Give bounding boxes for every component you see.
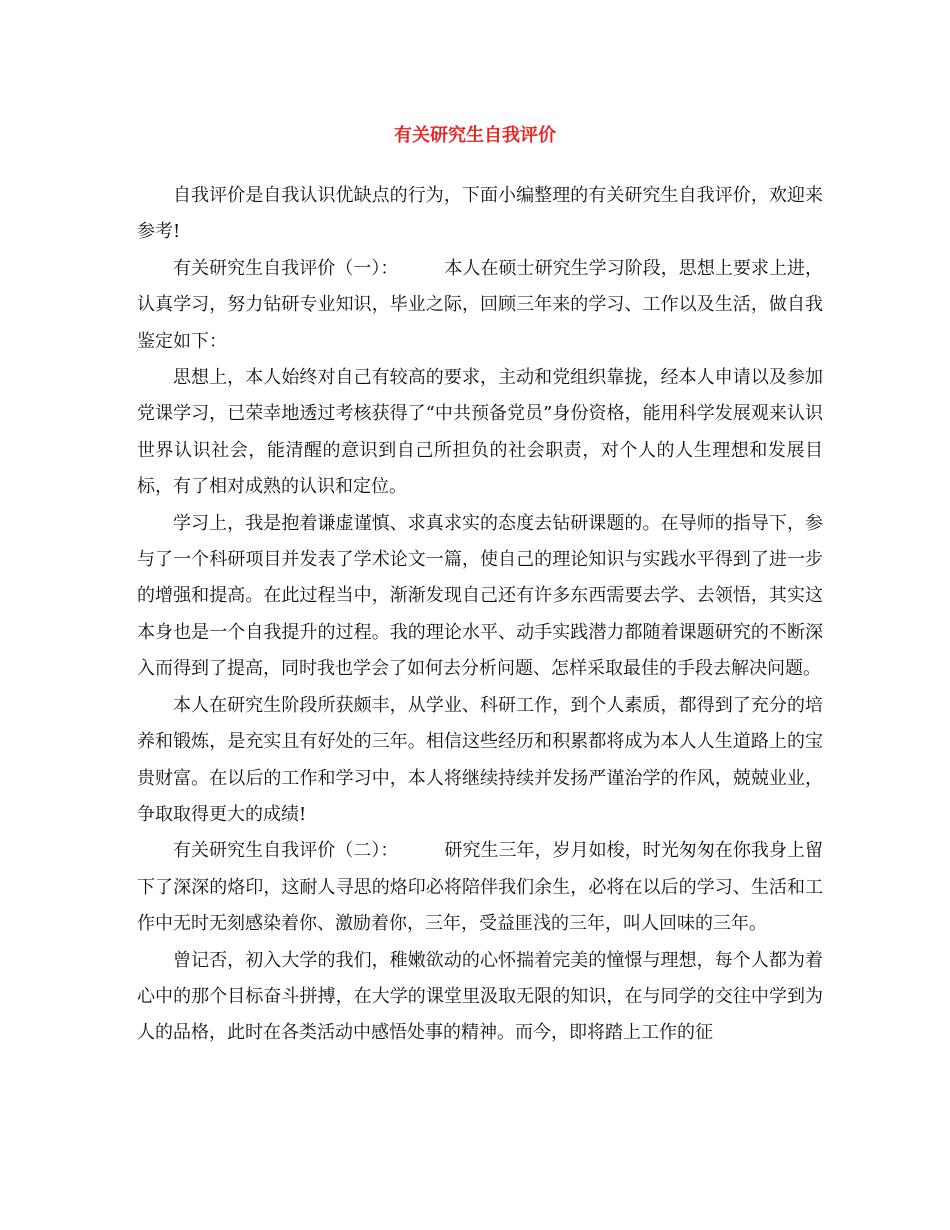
section-1-heading: 有关研究生自我评价（一）：: [173, 257, 399, 279]
document-body: [137, 178, 823, 1052]
section-1-study-paragraph: 学习上，我是抱着谦虚谨慎、求真求实的态度去钻研课题的。在导师的指导下，参与了一个科研项目并发表了学术论文一篇，使自己的理论知识与实践水平得到了进一步的增强和提高。在此过程当中，渐渐发现自己还有许多东西需要去学、去领悟，其实这本身也是一个自我提升的过程。我的理论水平、动手实践潜力都随着课题研究的不断深入而得到了提高，同时我也学会了如何去分析问题、怎样采取最佳的手段去解决问题。: [137, 512, 823, 680]
section-2-memory-paragraph: 曾记否，初入大学的我们，稚嫩欲动的心怀揣着完美的憧憬与理想，每个人都为着心中的那个目标奋斗拼搏，在大学的课堂里汲取无限的知识，在与同学的交往中学到为人的品格，此时在各类活动中感悟处事的精神。而今，即将踏上工作的征: [137, 949, 823, 1044]
section-2-paragraph: [137, 833, 823, 942]
section-2-heading: 有关研究生自我评价（二）：: [173, 840, 399, 862]
document-title: 有关研究生自我评价: [394, 125, 556, 146]
section-1-summary-paragraph: 本人在研究生阶段所获颇丰，从学业、科研工作，到个人素质，都得到了充分的培养和锻炼，是充实且有好处的三年。相信这些经历和积累都将成为本人人生道路上的宝贵财富。在以后的工作和学习中，本人将继续持续并发扬严谨治学的作风，兢兢业业，争取取得更大的成绩!: [137, 694, 823, 825]
intro-paragraph: 自我评价是自我认识优缺点的行为，下面小编整理的有关研究生自我评价，欢迎来参考!: [137, 185, 823, 243]
section-1-thought-paragraph: 思想上，本人始终对自己有较高的要求，主动和党组织靠拢，经本人申请以及参加党课学习，已荣幸地透过考核获得了“中共预备党员”身份资格，能用科学发展观来认识世界认识社会，能清醒的意识到自己所担负的社会职责，对个人的人生理想和发展目标，有了相对成熟的认识和定位。: [137, 367, 823, 498]
section-2-text: 研究生三年，岁月如梭，时光匆匆在你我身上留下了深深的烙印，这耐人寻思的烙印必将陪伴我们余生，必将在以后的学习、生活和工作中无时无刻感染着你、激励着你，三年，受益匪浅的三年，叫人回味的三年。: [137, 840, 824, 935]
section-1-paragraph: [137, 251, 823, 360]
section-1-text: 本人在硕士研究生学习阶段，思想上要求上进，认真学习，努力钻研专业知识，毕业之际，回顾三年来的学习、工作以及生活，做自我鉴定如下：: [137, 257, 824, 352]
